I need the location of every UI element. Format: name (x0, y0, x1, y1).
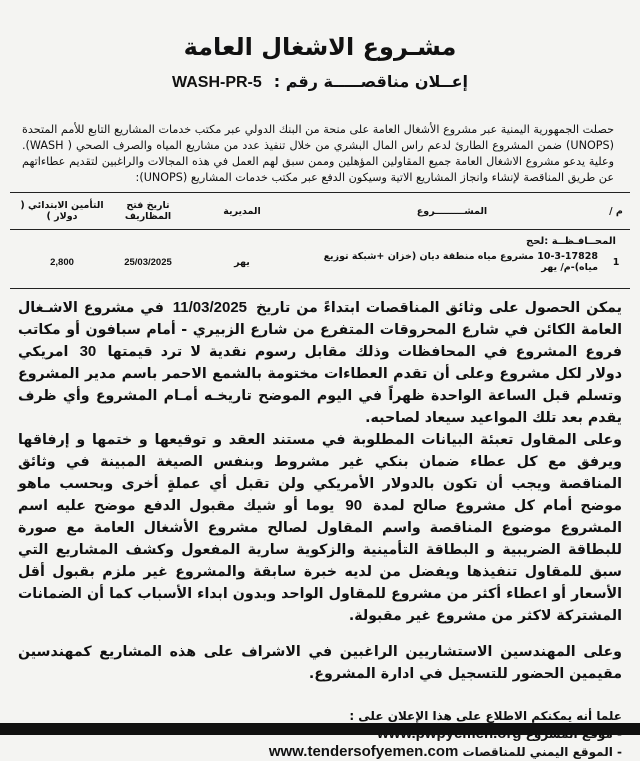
page-title: مشـروع الاشغال العامة (183, 33, 457, 61)
row-no: 1 (612, 256, 620, 268)
paragraph-consultants: وعلى المهندسين الاستشاريين الراغبين في الاشراف على هذه المشاريع كمهندسين مقيمين الحضور للتسجيل في ادارة المشروع. (18, 644, 622, 682)
col-header-directorate: المديرية (223, 205, 261, 217)
link-tendersofyemen[interactable]: www.tendersofyemen.com (268, 743, 459, 760)
conditions-body (10, 297, 630, 685)
paragraph-documents: يمكن الحصول على وثائق المناقصات ابتداءً من تاريخ 11/03/2025 في مشروع الاشـغال العامة الكائن في شارع المحروقات المتفرع من شارع الزبيري - أمام سبافون أو مكاتب فروع المشروع في المحافظات وذلك مقابل رسوم نقدية لا ترد قيمتها 30 امريكي دولار لكل مشروع وعلى أن تقدم العطاءات مختومة بالشمع الاحمر باسم مدير المشروع وتسلم قبل الساعة الواحدة ظهراً في اليوم الموضح تاريخـه أمـام المشروع وأي ظرف يقدم بعد تلك المواعيد سيعاد لصاحبه. (18, 299, 622, 426)
col-header-no: م / (609, 205, 623, 217)
tender-label: إعــلان مناقصـــــة رقم : (273, 72, 469, 91)
site-tenders: - الموقع اليمني للمناقصات www.tendersofyemen.com (268, 743, 622, 760)
tender-subtitle (10, 72, 630, 96)
row-directorate: يهر (234, 256, 250, 268)
validity-days: 90 (345, 497, 363, 514)
row-opening-date: 25/03/2025 (124, 256, 172, 268)
projects-table-header (10, 192, 630, 230)
row-project: 10-3-17828 مشروع مياه منطقة ديان (خزان +شبكة توزيع مياه)-م/ يهر (323, 251, 598, 273)
col-header-opening-date: تاريخ فتح المظاريف (124, 200, 172, 222)
intro-paragraph: حصلت الجمهورية اليمنية عبر مشروع الأشغال العامة على منحة من البنك الدولي عبر مكتب خدمات المشاريع التابع للأمم المتحدة (UNOPS) ضمن المشروع الطارئ لدعم راس المال البشري من خلال تنفيذ عدد من مشاريع المياه والصرف الصحي ( WASH). وعلية يدعو مشروع الاشغال العامة جميع المقاولين المؤهلين وممن سبق لهم العمل في هذه المجالات والراغبين لتقديم عطاءاتهم عن طريق المناقصة لإنشاء وانجاز المشاريع الاتية وسيكون الدفع عبر مكتب خدمات المشاريع (UNOPS): (22, 123, 614, 184)
closing-note: علما أنه يمكنكم الاطلاع على هذا الإعلان على : (349, 709, 622, 723)
document-fee: 30 (79, 343, 97, 360)
governorate-label: المحــافـظــة :لحج (526, 236, 616, 247)
paragraph-guarantee: وعلى المقاول تعبئة البيانات المطلوبة في مستند العقد و توقيعها و ختمها و إرفاقها ويرفق مع كل عطاء ضمان بنكي غير مشروط وبنفس الصيغة المبينة في وثائق المناقصة ويجب أن تكون بالدولار الأمريكي ولن تقبل أي عملةٍ أخرى وبحسب ماهو موضح أمام كل مشروع صالح لمدة 90 يوما أو شيك مقبول الدفع موضح عليه اسم المشروع موضوع المناقصة واسم المقاول لصالح مشروع الأشغال العامة مع صورة للبطاقة الضريبية و البطاقة التأمينية والزكوية سارية المفعول وكشف المشاريع التي سبق للمقاول تنفيذها ويفضل من لديه خبرة سابقة والمشروع غير ملزم بقبول أقل الأسعار أو اعطاء أكثر من مشروع للمقاول الواحد وبدون ابداء الأسباب كما أن الضمانات المشتركة لاكثر من مشروع غير مقبولة. (18, 432, 622, 624)
bottom-edge-bar (0, 723, 640, 735)
table-divider (10, 288, 630, 289)
start-date: 11/03/2025 (172, 299, 248, 316)
tender-number: WASH-PR-5 (172, 74, 262, 91)
table-row (10, 250, 630, 274)
col-header-insurance: التأمين الابتدائي ( دولار ) (20, 200, 104, 222)
row-insurance: 2,800 (50, 256, 74, 268)
col-header-project: المشـــــــــروع (416, 205, 488, 217)
